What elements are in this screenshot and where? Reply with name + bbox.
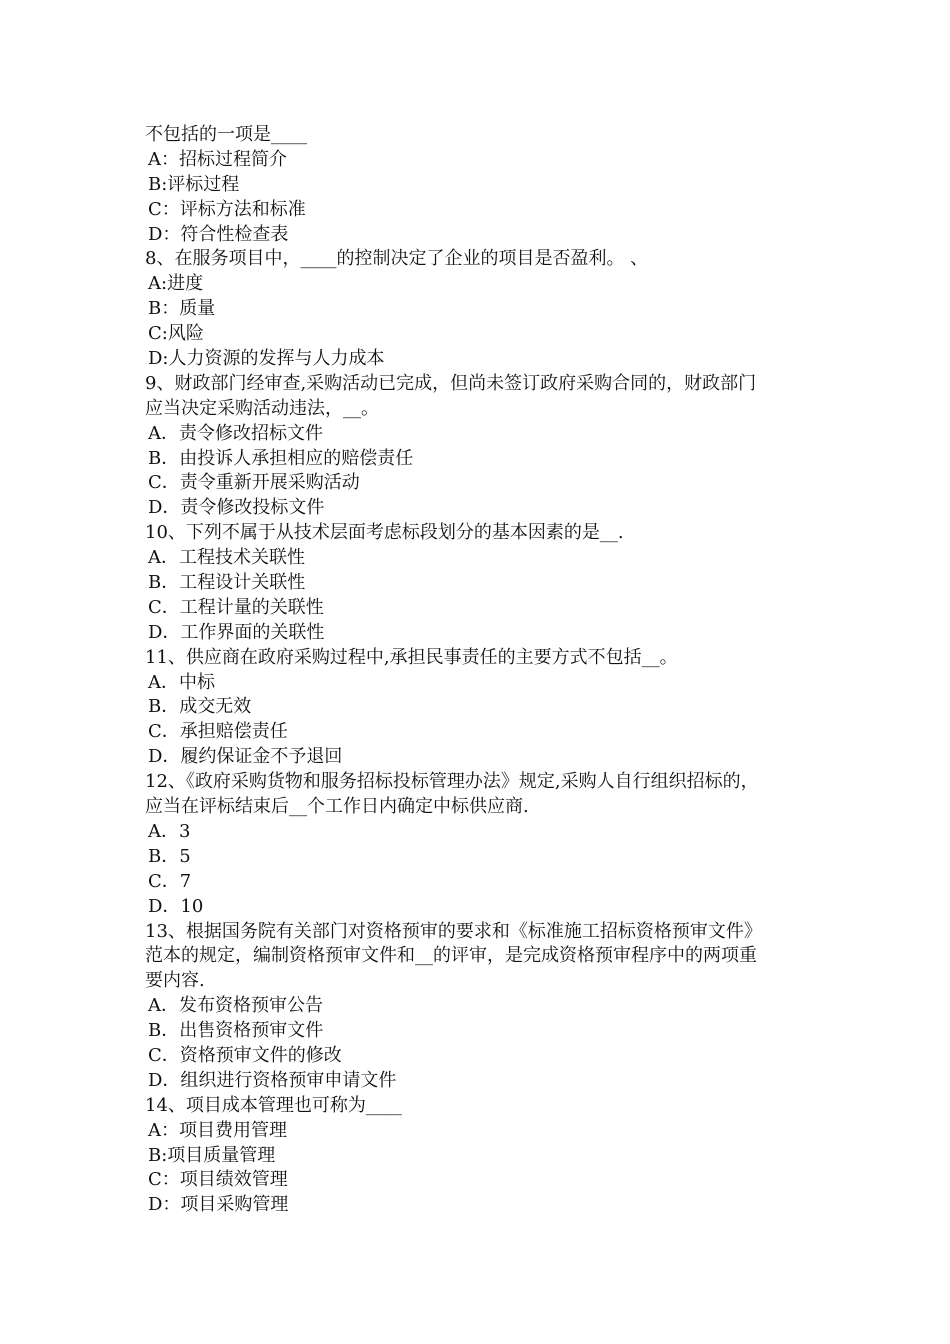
document-body <box>145 123 815 1218</box>
question-text-line: 应当在评标结束后__个工作日内确定中标供应商. <box>145 796 529 818</box>
answer-option-line: B:评标过程 <box>148 173 240 195</box>
answer-option-line: C：评标方法和标准 <box>148 198 306 220</box>
answer-option-line: B:项目质量管理 <box>148 1144 276 1166</box>
answer-option-line: B．成交无效 <box>148 696 252 718</box>
answer-option-line: C．工程计量的关联性 <box>148 596 324 618</box>
answer-option-line: B．5 <box>148 845 191 867</box>
answer-option-line: D:人力资源的发挥与人力成本 <box>148 348 385 370</box>
answer-option-line: A:进度 <box>148 273 204 295</box>
question-text-line: 应当决定采购活动违法，__。 <box>145 397 379 419</box>
answer-option-line: B．工程设计关联性 <box>148 572 306 594</box>
question-text-line: 范本的规定，编制资格预审文件和__的评审，是完成资格预审程序中的两项重 <box>145 945 757 967</box>
answer-option-line: A．发布资格预审公告 <box>148 995 323 1017</box>
question-text-line: 9、财政部门经审查,采购活动已完成，但尚未签订政府采购合同的，财政部门 <box>145 372 757 394</box>
question-text-line: 12、《政府采购货物和服务招标投标管理办法》规定,采购人自行组织招标的， <box>145 771 759 793</box>
question-text-line: 14、项目成本管理也可称为____ <box>145 1094 402 1116</box>
answer-option-line: D．工作界面的关联性 <box>148 621 325 643</box>
answer-option-line: B．由投诉人承担相应的赔偿责任 <box>148 447 414 469</box>
answer-option-line: D：符合性检查表 <box>148 223 289 245</box>
question-text-line: 13、根据国务院有关部门对资格预审的要求和《标准施工招标资格预审文件》 <box>145 920 762 942</box>
answer-option-line: A．责令修改招标文件 <box>148 422 323 444</box>
question-text-line: 11、供应商在政府采购过程中,承担民事责任的主要方式不包括__。 <box>145 646 678 668</box>
answer-option-line: A．中标 <box>148 671 215 693</box>
answer-option-line: D．组织进行资格预审申请文件 <box>148 1069 397 1091</box>
answer-option-line: C：项目绩效管理 <box>148 1169 288 1191</box>
answer-option-line: D．履约保证金不予退回 <box>148 746 343 768</box>
answer-option-line: D．10 <box>148 895 204 917</box>
answer-option-line: C．资格预审文件的修改 <box>148 1044 342 1066</box>
answer-option-line: D．责令修改投标文件 <box>148 497 325 519</box>
answer-option-line: C:风险 <box>148 323 204 345</box>
answer-option-line: C．责令重新开展采购活动 <box>148 472 360 494</box>
question-text-line: 10、下列不属于从技术层面考虑标段划分的基本因素的是__. <box>145 522 624 544</box>
answer-option-line: D：项目采购管理 <box>148 1194 289 1216</box>
answer-option-line: A：招标过程简介 <box>148 148 287 170</box>
answer-option-line: A．3 <box>148 820 191 842</box>
answer-option-line: C．承担赔偿责任 <box>148 721 288 743</box>
answer-option-line: A：项目费用管理 <box>148 1119 287 1141</box>
answer-option-line: B：质量 <box>148 298 216 320</box>
answer-option-line: B．出售资格预审文件 <box>148 1020 324 1042</box>
answer-option-line: C．7 <box>148 870 192 892</box>
question-text-line: 不包括的一项是____ <box>145 124 307 145</box>
question-text-line: 8、在服务项目中，____的控制决定了企业的项目是否盈利。 、 <box>145 248 649 270</box>
question-text-line: 要内容. <box>145 970 205 992</box>
answer-option-line: A．工程技术关联性 <box>148 547 305 569</box>
